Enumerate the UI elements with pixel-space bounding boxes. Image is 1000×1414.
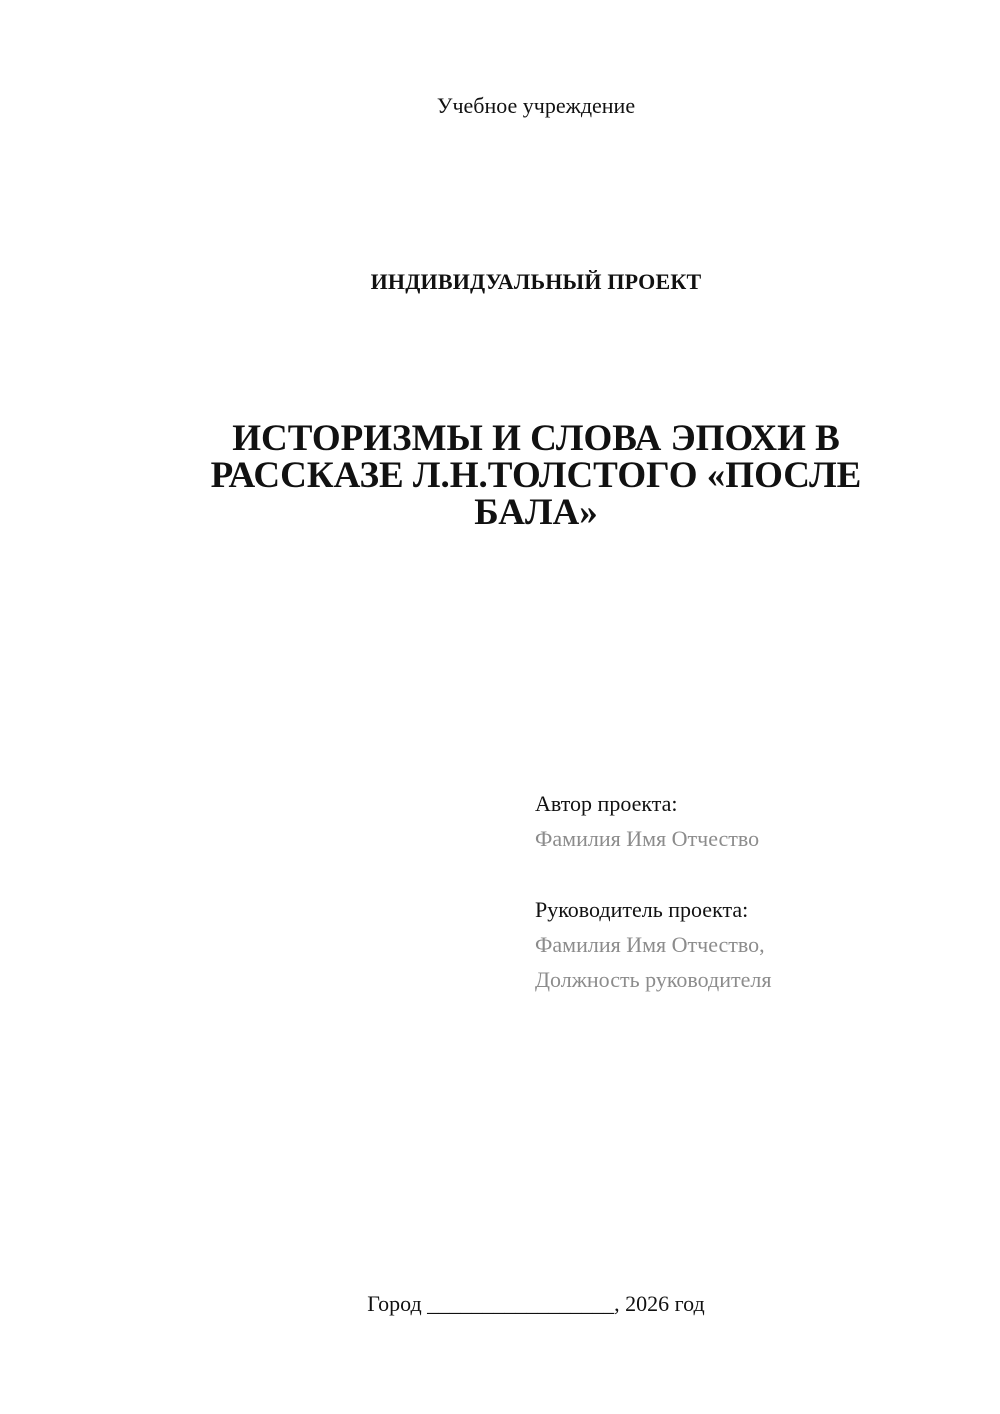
supervisor-position-placeholder: Должность руководителя — [535, 967, 772, 992]
project-type-heading: ИНДИВИДУАЛЬНЫЙ ПРОЕКТ — [370, 269, 702, 294]
author-label: Автор проекта: — [535, 791, 678, 816]
city-year-footer: Город _________________, 2026 год — [367, 1291, 705, 1316]
project-title — [0, 420, 1000, 531]
project-title-line-1: ИСТОРИЗМЫ И СЛОВА ЭПОХИ В — [232, 418, 840, 459]
project-title-line-3: БАЛА» — [474, 492, 598, 533]
institution-name: Учебное учреждение — [436, 93, 636, 118]
author-block — [535, 790, 935, 853]
supervisor-block — [535, 896, 935, 994]
supervisor-name-placeholder: Фамилия Имя Отчество, — [535, 932, 765, 957]
supervisor-label: Руководитель проекта: — [535, 897, 749, 922]
author-name-placeholder: Фамилия Имя Отчество — [535, 826, 760, 851]
project-title-line-2: РАССКАЗЕ Л.Н.ТОЛСТОГО «ПОСЛЕ — [210, 455, 862, 496]
